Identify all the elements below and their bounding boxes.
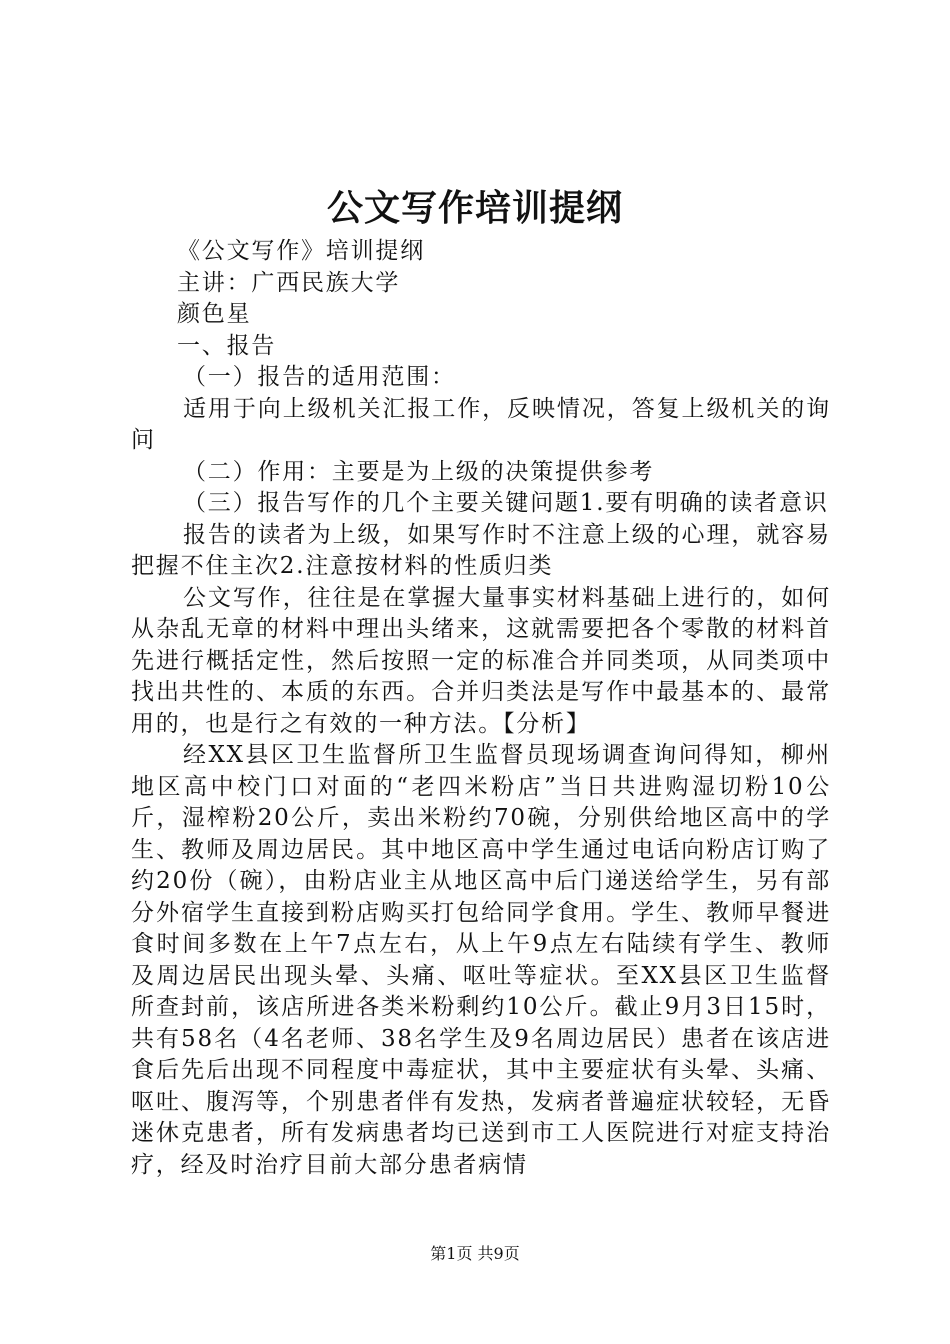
- document-title: 公文写作培训提纲: [326, 187, 623, 229]
- subsection-heading-scope: （一）报告的适用范围：: [183, 364, 456, 390]
- document-body: [131, 236, 831, 1181]
- paragraph-readers: 报告的读者为上级，如果写作时不注意上级的心理，就容易把握不住主次2.注意按材料的性质归类: [131, 521, 831, 579]
- paragraph-subtitle: 《公文写作》培训提纲: [177, 238, 425, 264]
- page-footer: 第1页 共9页: [430, 1244, 520, 1263]
- paragraph-lecturer-name: 颜色星: [177, 301, 252, 327]
- subsection-heading-key-issues: （三）报告写作的几个主要关键问题1.要有明确的读者意识: [183, 490, 829, 516]
- paragraph-lecturer: 主讲：广西民族大学: [177, 269, 401, 296]
- section-heading-report: 一、报告: [177, 332, 277, 359]
- paragraph-classification: 公文写作，往往是在掌握大量事实材料基础上进行的，如何从杂乱无章的材料中理出头绪来，这就需要把各个零散的材料首先进行概括定性，然后按照一定的标准合并同类项，从同类项中找出共性的、本质的东西。合并归类法是写作中最基本的、最常用的，也是行之有效的一种方法。【分析】: [131, 584, 831, 737]
- paragraph-case-analysis: 经XX县区卫生监督所卫生监督员现场调查询问得知，柳州地区高中校门口对面的“老四米粉店”当日共进购湿切粉10公斤，湿榨粉20公斤，卖出米粉约70碗，分别供给地区高中的学生、教师及周边居民。其中地区高中学生通过电话向粉店订购了约20份（碗），由粉店业主从地区高中后门递送给学生，另有部分外宿学生直接到粉店购买打包给同学食用。学生、教师早餐进食时间多数在上午7点左右，从上午9点左右陆续有学生、教师及周边居民出现头晕、头痛、呕吐等症状。至XX县区卫生监督所查封前，该店所进各类米粉剩约10公斤。截止9月3日15时，共有58名（4名老师、38名学生及9名周边居民）患者在该店进食后先后出现不同程度中毒症状，其中主要症状有头晕、头痛、呕吐、腹泻等，个别患者伴有发热，发病者普遍症状较轻，无昏迷休克患者，所有发病患者均已送到市工人医院进行对症支持治疗，经及时治疗目前大部分患者病情: [131, 742, 831, 1178]
- subsection-heading-function: （二）作用：主要是为上级的决策提供参考: [183, 458, 655, 485]
- paragraph-scope: 适用于向上级机关汇报工作，反映情况，答复上级机关的询问: [131, 395, 831, 453]
